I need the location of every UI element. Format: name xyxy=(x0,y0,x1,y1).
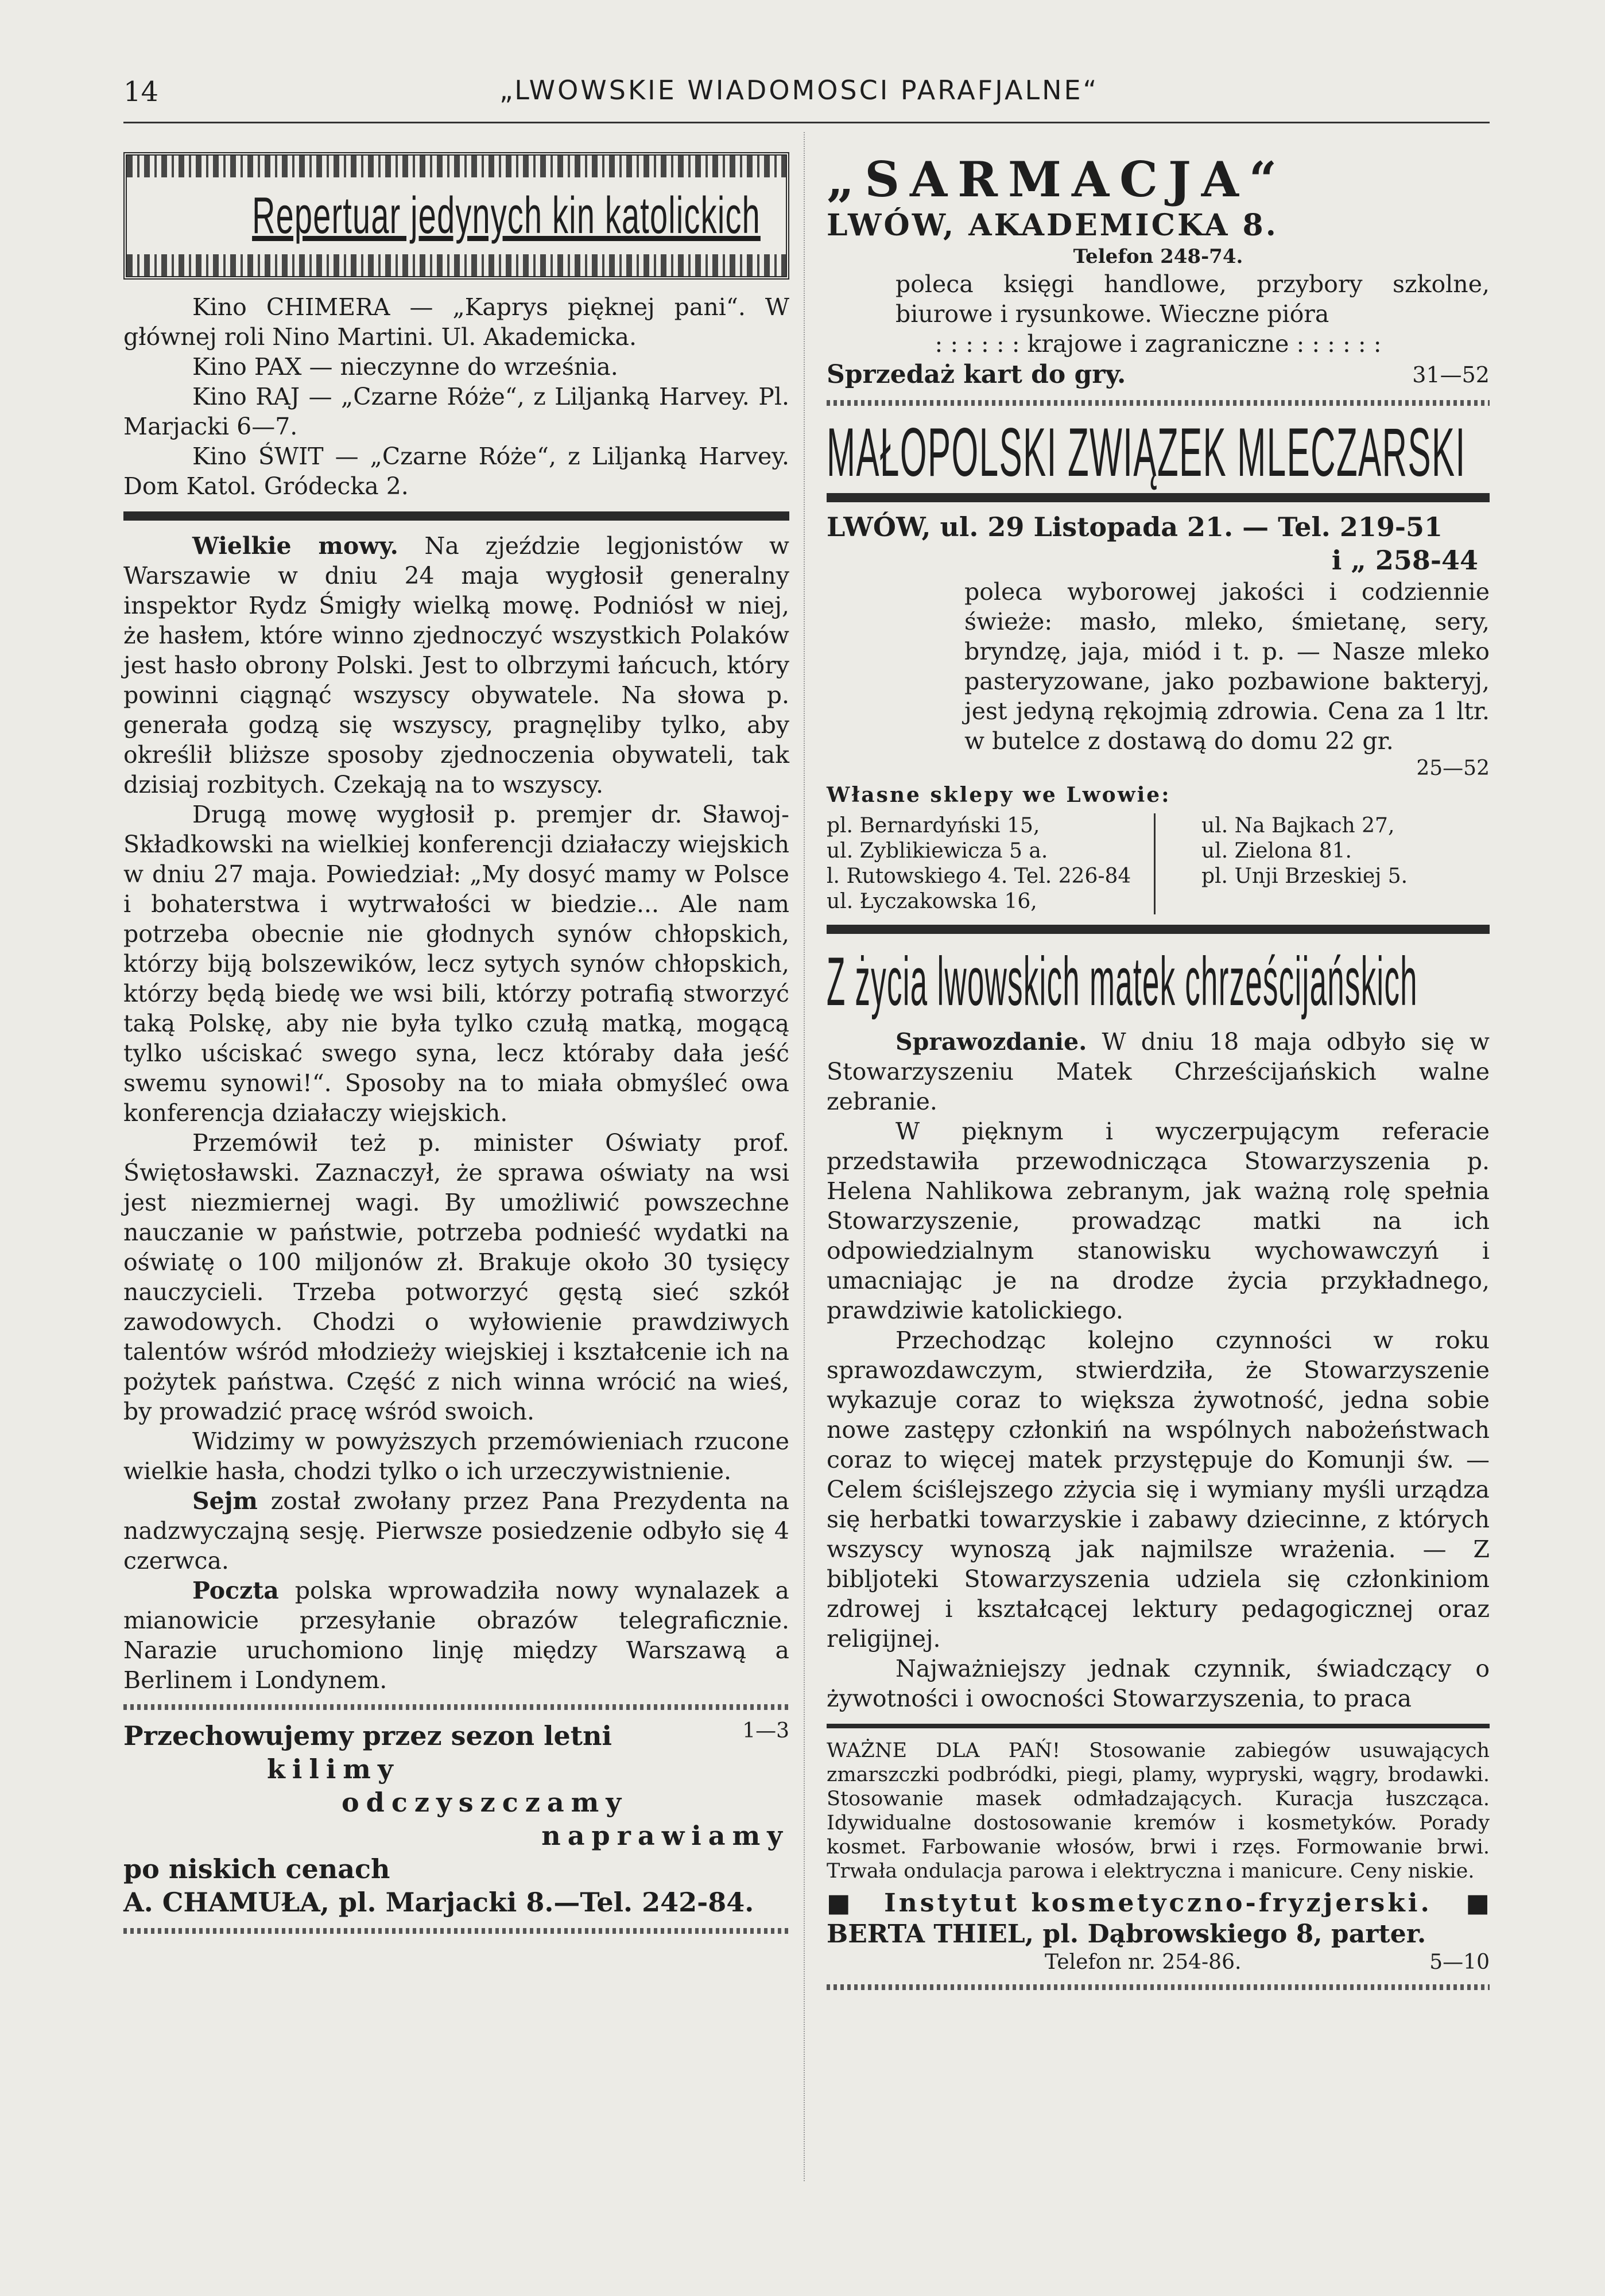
sarmacja-text: : : : : : : krajowe i zagraniczne : : : : : : xyxy=(935,330,1382,358)
dairy-text: poleca wyborowej jakości i codziennie świeże: masło, mleko, śmietanę, sery, bryndzę, jaja, miód i t. p. — Nasze mleko pasteryzowane, jako pozbawione bakteryj, jest jedyną rękojmią zdrowia. Cena za 1 ltr. w butelce z dostawą do domu 22 gr. xyxy=(964,578,1490,755)
ornament-bottom xyxy=(127,254,786,276)
cinema-item: Kino ŚWIT — „Czarne Róże“, z Liljanką Harvey. Dom Katol. Gródecka 2. xyxy=(123,443,789,500)
shop-address: pl. Bernardyński 15, xyxy=(827,814,1040,837)
right-column xyxy=(827,152,1490,1999)
sarmacja-address: LWÓW, AKADEMICKA 8. xyxy=(827,208,1278,243)
header-rule xyxy=(123,122,1490,123)
institute-owner: BERTA THIEL, pl. Dąbrowskiego 8, parter. xyxy=(827,1919,1426,1949)
shop-address: l. Rutowskiego 4. Tel. 226-84 xyxy=(827,864,1131,888)
ad-code: 31—52 xyxy=(1412,362,1490,387)
cinema-list xyxy=(123,292,789,501)
ad-divider xyxy=(123,1928,789,1934)
ad-line: po niskich cenach xyxy=(123,1853,390,1884)
shops-label: Własne sklepy we Lwowie: xyxy=(827,783,1171,807)
ad-line: odczyszczamy xyxy=(342,1787,629,1818)
ad-line: naprawiamy xyxy=(541,1820,789,1851)
shop-address: ul. Zyblikiewicza 5 a. xyxy=(827,839,1048,863)
square-icon: ■ xyxy=(827,1888,851,1918)
dairy-title: MAŁOPOLSKI ZWIĄZEK MLECZARSKI xyxy=(827,414,1466,491)
institute-phone: Telefon nr. 254-86. xyxy=(1045,1950,1242,1974)
sarmacja-name: „SARMACJA“ xyxy=(827,151,1288,208)
cinema-item: Kino CHIMERA — „Kaprys pięknej pani“. W głównej roli Nino Martini. Ul. Akademicka. xyxy=(123,293,789,351)
mothers-title: Z życia lwowskich matek chrześcijańskich xyxy=(827,943,1418,1020)
cinema-item: Kino RAJ — „Czarne Róże“, z Liljanką Harvey. Pl. Marjacki 6—7. xyxy=(123,383,789,440)
ad-divider xyxy=(827,1724,1490,1728)
repertoire-title: Repertuar jedynych kin katolickich xyxy=(252,187,761,245)
paragraph-lead: Poczta xyxy=(192,1577,279,1604)
shop-address: ul. Łyczakowska 16, xyxy=(827,890,1037,913)
article-paragraph: Przechodząc kolejno czynności w roku sprawozdawczym, stwierdziła, że Stowarzyszenie wykazuje coraz to większa żywotność, jedna sobie nowe zastępy członkiń na wspólnych nabożeństwach coraz to więcej matek przystępuje do Komunji św. — Celem ściślejszego zżycia się i wymiany myśli urządza się herbatki towarzyskie i zabawy dziecinne, z których wszyscy wynoszą jak najmilsze wrażenia. — Z bibljoteki Stowarzyszenia udziela się członkiniom zdrowej i kształcącej lektury pedagogicznej oraz religijnej. xyxy=(827,1327,1490,1653)
beauty-text: WAŻNE DLA PAŃ! Stosowanie zabiegów usuwających zmarszczki podbródki, piegi, plamy, wypryski, wągry, brodawki. Stosowanie masek odmładzających. Kuracja łuszcząca. Idywidualne dostosowanie kremów i kosmetyków. Porady kosmet. Farbowanie włosów, brwi i rzęs. Formowanie brwi. Trwała ondulacja parowa i elektryczna i manicure. Ceny niskie. xyxy=(827,1739,1490,1883)
dairy-ad xyxy=(827,415,1490,914)
sarmacja-text: poleca księgi handlowe, przybory szkolne, biurowe i rysunkowe. Wieczne pióra xyxy=(895,270,1490,328)
ad-address: A. CHAMUŁA, pl. Marjacki 8.—Tel. 242-84. xyxy=(123,1887,754,1918)
ad-line: Przechowujemy przez sezon letni xyxy=(123,1720,612,1751)
sarmacja-phone: Telefon 248-74. xyxy=(1073,245,1243,268)
shop-address: pl. Unji Brzeskiej 5. xyxy=(1201,864,1408,888)
paragraph-text: polska wprowadziła nowy wynalazek a mianowicie przesyłanie obrazów telegraficznie. Narazie uruchomiono linję między Warszawą a Berlinem i Londynem. xyxy=(123,1577,789,1694)
left-column xyxy=(123,152,789,1943)
shop-address: ul. Zielona 81. xyxy=(1201,839,1352,863)
article-paragraph xyxy=(827,1027,1490,1116)
cinema-item: Kino PAX — nieczynne do września. xyxy=(192,353,618,381)
news-article xyxy=(123,531,789,1695)
page-number: 14 xyxy=(123,76,159,108)
chamula-ad xyxy=(123,1719,789,1919)
sarmacja-cards: Sprzedaż kart do gry. xyxy=(827,360,1126,389)
shop-address: ul. Na Bajkach 27, xyxy=(1201,814,1395,837)
ornament-top xyxy=(127,156,786,177)
article-paragraph: Przemówił też p. minister Oświaty prof. Świętosławski. Zaznaczył, że sprawa oświaty na wsi jest niezmiernej wagi. By umożliwić powszechne nauczanie w państwie, potrzeba podnieść wydatki na oświatę o 100 miljonów zł. Brakuje około 30 tysięcy nauczycieli. Trzeba potworzyć gęstą sieć szkół zawodowych. Chodzi o wyłowienie prawdziwych talentów wśród młodzieży wiejskiej i kształcenie ich na pożytek państwa. Część z nich winna wrócić na wieś, by prowadzić pracę wśród swoich. xyxy=(123,1129,789,1425)
section-divider xyxy=(123,511,789,521)
paragraph-text: W dniu 18 maja odbyło się w Stowarzyszeniu Matek Chrześcijańskich walne zebranie. xyxy=(827,1028,1490,1115)
paragraph-text: został zwołany przez Pana Prezydenta na nadzwyczajną sesję. Pierwsze posiedzenie odbyło się 4 czerwca. xyxy=(123,1487,789,1574)
paragraph-text: Na zjeździe legjonistów w Warszawie w dniu 24 maja wygłosił generalny inspektor Rydz Śmigły wielką mowę. Podniósł w niej, że hasłem, które winno zjednoczyć wszystkich Polaków jest hasło obrony Polski. Jest to olbrzymi łańcuch, który powinni ciągnąć wszyscy obywatele. Na słowa p. generała godzą się wszyscy, pragnęliby tylko, aby określił bliższe sposoby zjednoczenia obywateli, tak dzisiaj rozbitych. Czekają na to wszyscy. xyxy=(123,532,789,798)
article-paragraph: W pięknym i wyczerpującym referacie przedstawiła przewodnicząca Stowarzyszenia p. Helena Nahlikowa zebranym, jak ważną rolę spełnia Stowarzyszenie, prowadząc matki na ich odpowiedzialnym stanowisku wychowawczyń i umacniając je na drodze życia przykładnego, prawdziwie katolickiego. xyxy=(827,1118,1490,1324)
ad-code: 1—3 xyxy=(742,1719,789,1743)
paragraph-lead: Sprawozdanie. xyxy=(895,1028,1087,1056)
ad-divider xyxy=(827,400,1490,406)
article-paragraph xyxy=(123,1486,789,1576)
repertoire-box xyxy=(123,152,789,280)
ad-code: 25—52 xyxy=(1416,757,1490,780)
column-divider xyxy=(804,132,805,2181)
ad-code: 5—10 xyxy=(1429,1950,1490,1974)
shops-list xyxy=(827,813,1490,914)
ad-divider xyxy=(123,1704,789,1710)
ad-divider xyxy=(827,1984,1490,1990)
article-paragraph xyxy=(123,1576,789,1695)
ad-line: kilimy xyxy=(267,1754,400,1785)
running-title: „LWOWSKIE WIADOMOSCI PARAFJALNE“ xyxy=(499,75,1099,106)
dairy-phone: i „ 258-44 xyxy=(1331,545,1478,576)
dairy-address: LWÓW, ul. 29 Listopada 21. — Tel. 219-51 xyxy=(827,511,1443,542)
square-icon: ■ xyxy=(1466,1888,1490,1918)
mothers-section xyxy=(827,944,1490,1713)
article-paragraph: Widzimy w powyższych przemówieniach rzucone wielkie hasła, chodzi tylko o ich urzeczywistnienie. xyxy=(123,1428,789,1485)
dairy-bar xyxy=(827,493,1490,502)
institute-name: Instytut kosmetyczno-fryzjerski. xyxy=(884,1888,1432,1918)
article-paragraph: Drugą mowę wygłosił p. premjer dr. Sławoj-Składkowski na wielkiej konferencji działaczy wiejskich w dniu 27 maja. Powiedział: „My dosyć mamy w Polsce i bohaterstwa i wytrwałości w biedzie... Ale nam potrzeba obecnie nie głodnych synów chłopskich, którzy biją bolszewików, lecz sytych synów chłopskich, którzy będą biedę we wsi bili, którzy potrafią stworzyć taką Polskę, aby nie była tylko czułą matką, mogącą tylko uściskać swego syna, lecz któraby dała jeść swemu synowi!“. Sposoby na to miała obmyśleć owa konferencja działaczy wiejskich. xyxy=(123,801,789,1127)
paragraph-lead: Wielkie mowy. xyxy=(192,532,398,560)
article-paragraph: Najważniejszy jednak czynnik, świadczący o żywotności i owocności Stowarzyszenia, to praca xyxy=(827,1655,1490,1712)
paragraph-lead: Sejm xyxy=(192,1487,258,1515)
article-paragraph xyxy=(123,531,789,800)
section-divider xyxy=(827,925,1490,934)
sarmacja-ad xyxy=(827,152,1490,391)
beauty-ad xyxy=(827,1739,1490,1975)
